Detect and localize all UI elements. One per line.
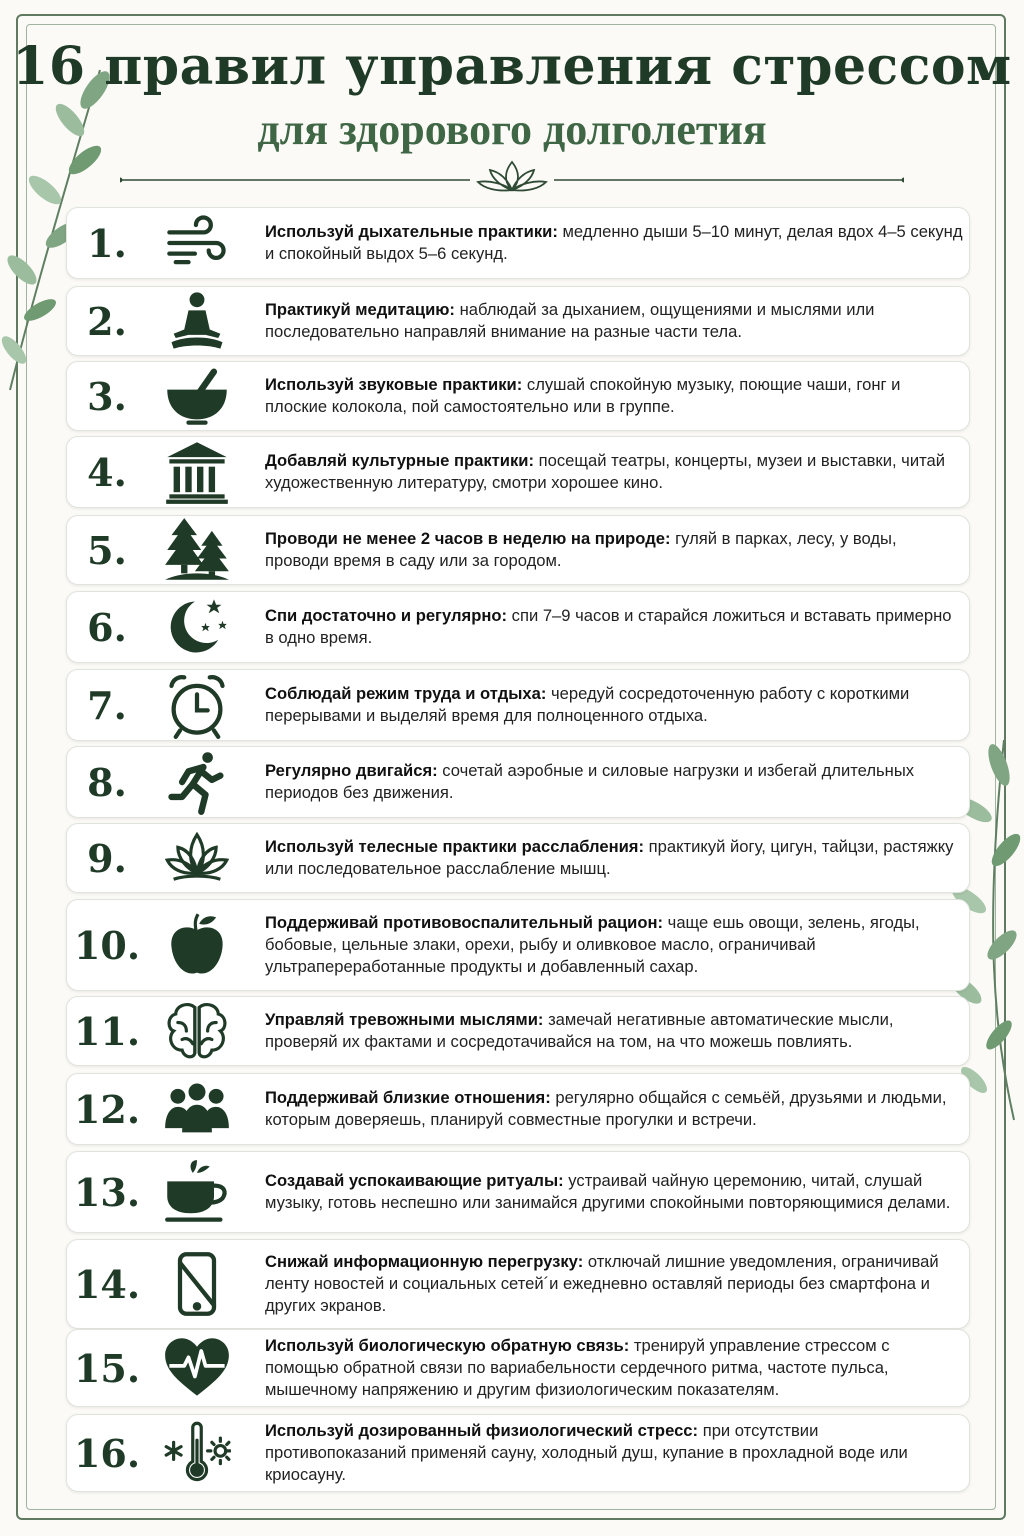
apple-icon <box>157 900 237 990</box>
singing-bowl-icon <box>157 362 237 430</box>
rule-text: слушай спокойную музыку, поющие чаши, гонг и плоские колокола, пой самостоятельно или в группе. <box>265 375 901 416</box>
rule-heading: Практикуй медитацию: <box>265 300 455 319</box>
moon-stars-icon <box>157 592 237 662</box>
rule-text: наблюдай за дыханием, ощущениями и мыслями или последовательно направляй внимание на разные части тела. <box>265 300 875 341</box>
rule-number: 9. <box>87 835 127 881</box>
rule-number: 4. <box>87 449 127 495</box>
rule-heading: Используй звуковые практики: <box>265 375 523 394</box>
rule-card-15 <box>66 1329 970 1407</box>
rule-number: 10. <box>73 922 141 968</box>
rule-text: гуляй в парках, лесу, у воды, проводи время в саду или за городом. <box>265 529 897 570</box>
lotus-divider-icon <box>120 158 904 198</box>
rule-number: 8. <box>87 759 127 805</box>
tea-cup-icon <box>157 1152 237 1232</box>
rule-card-5 <box>66 515 970 585</box>
brain-icon <box>157 997 237 1065</box>
rule-heading: Спи достаточно и регулярно: <box>265 606 508 625</box>
rule-heading: Используй телесные практики расслабления: <box>265 837 645 856</box>
rule-heading: Добавляй культурные практики: <box>265 451 535 470</box>
rule-card-3 <box>66 361 970 431</box>
rule-card-9 <box>66 823 970 893</box>
trees-icon <box>157 516 237 584</box>
rule-card-11 <box>66 996 970 1066</box>
rule-text: спи 7–9 часов и старайся ложиться и вставать примерно в одно время. <box>265 606 952 647</box>
rule-text: тренируй управление стрессом с помощью обратной связи по вариабельности сердечного ритма, частоте пульса, мышечному напряжению и другим физиологическим показателям. <box>265 1336 890 1399</box>
rule-card-4 <box>66 436 970 508</box>
rule-text: практикуй йогу, цигун, тайцзи, растяжку или последовательное расслабление мышц. <box>265 837 954 878</box>
rule-heading: Используй биологическую обратную связь: <box>265 1336 630 1355</box>
alarm-clock-icon <box>157 670 237 740</box>
rule-card-8 <box>66 746 970 818</box>
rule-text: посещай театры, концерты, музеи и выставки, читай художественную литературу, смотри хорошее кино. <box>265 451 946 492</box>
rule-card-1 <box>66 207 970 279</box>
page-subtitle: для здорового долголетия <box>257 105 767 154</box>
heart-pulse-icon <box>157 1330 237 1406</box>
rule-number: 15. <box>73 1345 141 1391</box>
people-icon <box>157 1074 237 1144</box>
runner-icon <box>157 747 237 817</box>
rule-card-16 <box>66 1414 970 1492</box>
rule-number: 14. <box>73 1261 141 1307</box>
rule-number: 12. <box>73 1086 141 1132</box>
lotus-icon <box>157 824 237 892</box>
rule-text: регулярно общайся с семьёй, друзьями и людьми, которым доверяешь, планируй совместные прогулки и встречи. <box>265 1088 947 1129</box>
museum-icon <box>157 437 237 507</box>
rule-heading: Снижай информационную перегрузку: <box>265 1252 584 1271</box>
rule-number: 2. <box>87 298 127 344</box>
page-title: 16 правил управления стрессом <box>12 36 1012 97</box>
rule-card-10 <box>66 899 970 991</box>
thermometer-icon <box>157 1415 237 1491</box>
wind-icon <box>157 208 237 278</box>
rule-heading: Используй дыхательные практики: <box>265 222 558 241</box>
rule-text: устраивай чайную церемонию, читай, слушай музыку, готовь неспешно или занимайся другими спокойными повторяющимися делами. <box>265 1171 951 1212</box>
rule-heading: Поддерживай противовоспалительный рацион: <box>265 913 664 932</box>
meditation-icon <box>157 287 237 355</box>
rule-card-7 <box>66 669 970 741</box>
rule-number: 16. <box>73 1430 141 1476</box>
rule-text: сочетай аэробные и силовые нагрузки и избегай длительных периодов без движения. <box>265 761 915 802</box>
rule-heading: Управляй тревожными мыслями: <box>265 1010 544 1029</box>
rule-text: медленно дыши 5–10 минут, делая вдох 4–5 секунд и спокойный выдох 5–6 секунд. <box>265 222 963 263</box>
rule-heading: Регулярно двигайся: <box>265 761 438 780</box>
rule-heading: Поддерживай близкие отношения: <box>265 1088 551 1107</box>
rule-text: чередуй сосредоточенную работу с короткими перерывами и выделяй время для полноценного отдыха. <box>265 684 910 725</box>
rule-heading: Создавай успокаивающие ритуалы: <box>265 1171 564 1190</box>
rule-text: отключай лишние уведомления, ограничивай ленту новостей и социальных сетей´и ежедневно оставляй периоды без смартфона и других экранов. <box>265 1252 939 1315</box>
rule-number: 11. <box>73 1008 141 1054</box>
rule-card-14 <box>66 1239 970 1329</box>
rule-card-2 <box>66 286 970 356</box>
rule-number: 1. <box>87 220 127 266</box>
rule-text: при отсутствии противопоказаний применяй сауну, холодный душ, купание в прохладной воде или криосауну. <box>265 1421 908 1484</box>
rule-text: чаще ешь овощи, зелень, ягоды, бобовые, цельные злаки, орехи, рыбу и оливковое масло, ограничивай ультрапереработанные продукты и добавленный сахар. <box>265 913 920 976</box>
rule-card-6 <box>66 591 970 663</box>
rule-card-13 <box>66 1151 970 1233</box>
rule-card-12 <box>66 1073 970 1145</box>
rule-number: 13. <box>73 1169 141 1215</box>
rule-number: 6. <box>87 604 127 650</box>
rule-number: 7. <box>87 682 127 728</box>
rule-heading: Проводи не менее 2 часов в неделю на природе: <box>265 529 671 548</box>
rule-text: замечай негативные автоматические мысли, проверяй их фактами и сосредотачивайся на том, на что можешь повлиять. <box>265 1010 894 1051</box>
rule-heading: Соблюдай режим труда и отдыха: <box>265 684 547 703</box>
no-phone-icon <box>157 1240 237 1328</box>
rule-number: 5. <box>87 527 127 573</box>
rule-heading: Используй дозированный физиологический стресс: <box>265 1421 699 1440</box>
rule-number: 3. <box>87 373 127 419</box>
